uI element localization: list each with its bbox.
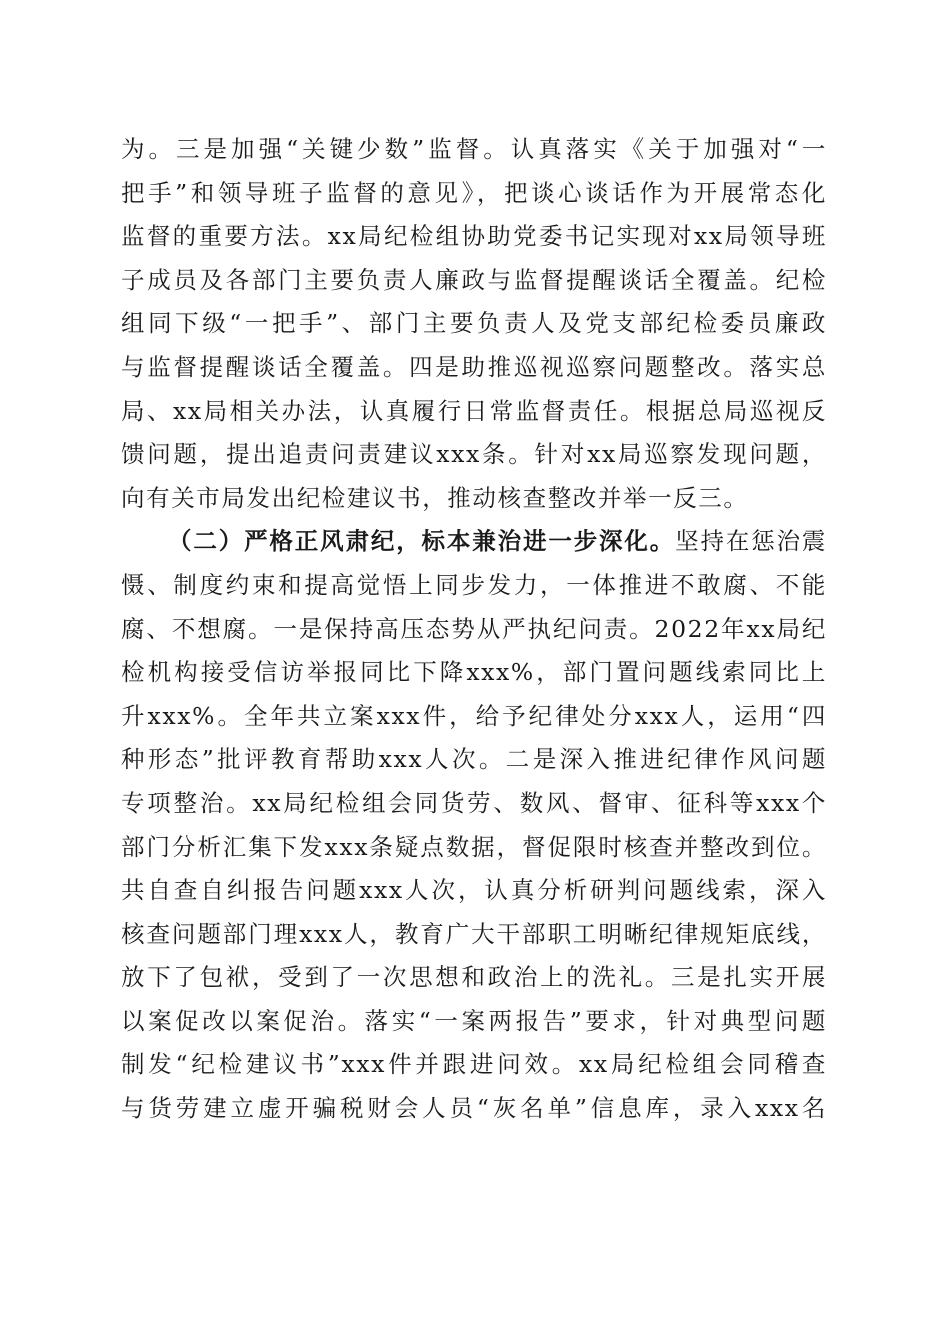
text-line-first: [121, 520, 827, 564]
section-heading: （二）严格正风肃纪，标本兼治进一步深化。: [168, 527, 676, 556]
text-line: 专项整治。xx局纪检组会同货劳、数风、督审、征科等xxx个: [121, 788, 827, 817]
text-line: 检机构接受信访举报同比下降xxx%，部门置问题线索同比上: [121, 658, 827, 687]
text-line: 局、xx局相关办法，认真履行日常监督责任。根据总局巡视反: [121, 396, 827, 425]
text-line: 核查问题部门理xxx人，教育广大干部职工明晰纪律规矩底线，: [121, 919, 827, 948]
text-line: 升xxx%。全年共立案xxx件，给予纪律处分xxx人，运用“四: [121, 701, 827, 730]
text-line: 共自查自纠报告问题xxx人次，认真分析研判问题线索，深入: [121, 876, 827, 905]
text-line: 腐、不想腐。一是保持高压态势从严执纪问责。2022年xx局纪: [121, 614, 827, 643]
text-line: 慑、制度约束和提高觉悟上同步发力，一体推进不敢腐、不能: [121, 570, 827, 599]
text-line: 与货劳建立虚开骗税财会人员“灰名单”信息库，录入xxx名: [121, 1094, 827, 1123]
text-line: 子成员及各部门主要负责人廉政与监督提醒谈话全覆盖。纪检: [121, 265, 827, 294]
text-line: 制发“纪检建议书”xxx件并跟进问效。xx局纪检组会同稽查: [121, 1050, 827, 1079]
text-line: 种形态”批评教育帮助xxx人次。二是深入推进纪律作风问题: [121, 745, 827, 774]
text-line: 监督的重要方法。xx局纪检组协助党委书记实现对xx局领导班: [121, 222, 827, 251]
paragraph-discipline: [121, 520, 827, 1130]
text-line: 放下了包袱，受到了一次思想和政治上的洗礼。三是扎实开展: [121, 963, 827, 992]
text-line: 把手”和领导班子监督的意见》，把谈心谈话作为开展常态化: [121, 178, 827, 207]
text-line: 组同下级“一把手”、部门主要负责人及党支部纪检委员廉政: [121, 309, 827, 338]
text-line: 向有关市局发出纪检建议书，推动核查整改并举一反三。: [121, 483, 749, 512]
paragraph-supervision: [121, 128, 827, 520]
text-line: 馈问题，提出追责问责建议xxx条。针对xx局巡察发现问题，: [121, 440, 827, 469]
document-body: [121, 128, 827, 1131]
text-line: 部门分析汇集下发xxx条疑点数据，督促限时核查并整改到位。: [121, 832, 827, 861]
heading-continuation: 坚持在惩治震: [675, 527, 828, 556]
text-line: 为。三是加强“关键少数”监督。认真落实《关于加强对“一: [121, 135, 827, 163]
text-line: 以案促改以案促治。落实“一案两报告”要求，针对典型问题: [121, 1006, 827, 1035]
text-line: 与监督提醒谈话全覆盖。四是助推巡视巡察问题整改。落实总: [121, 352, 827, 381]
